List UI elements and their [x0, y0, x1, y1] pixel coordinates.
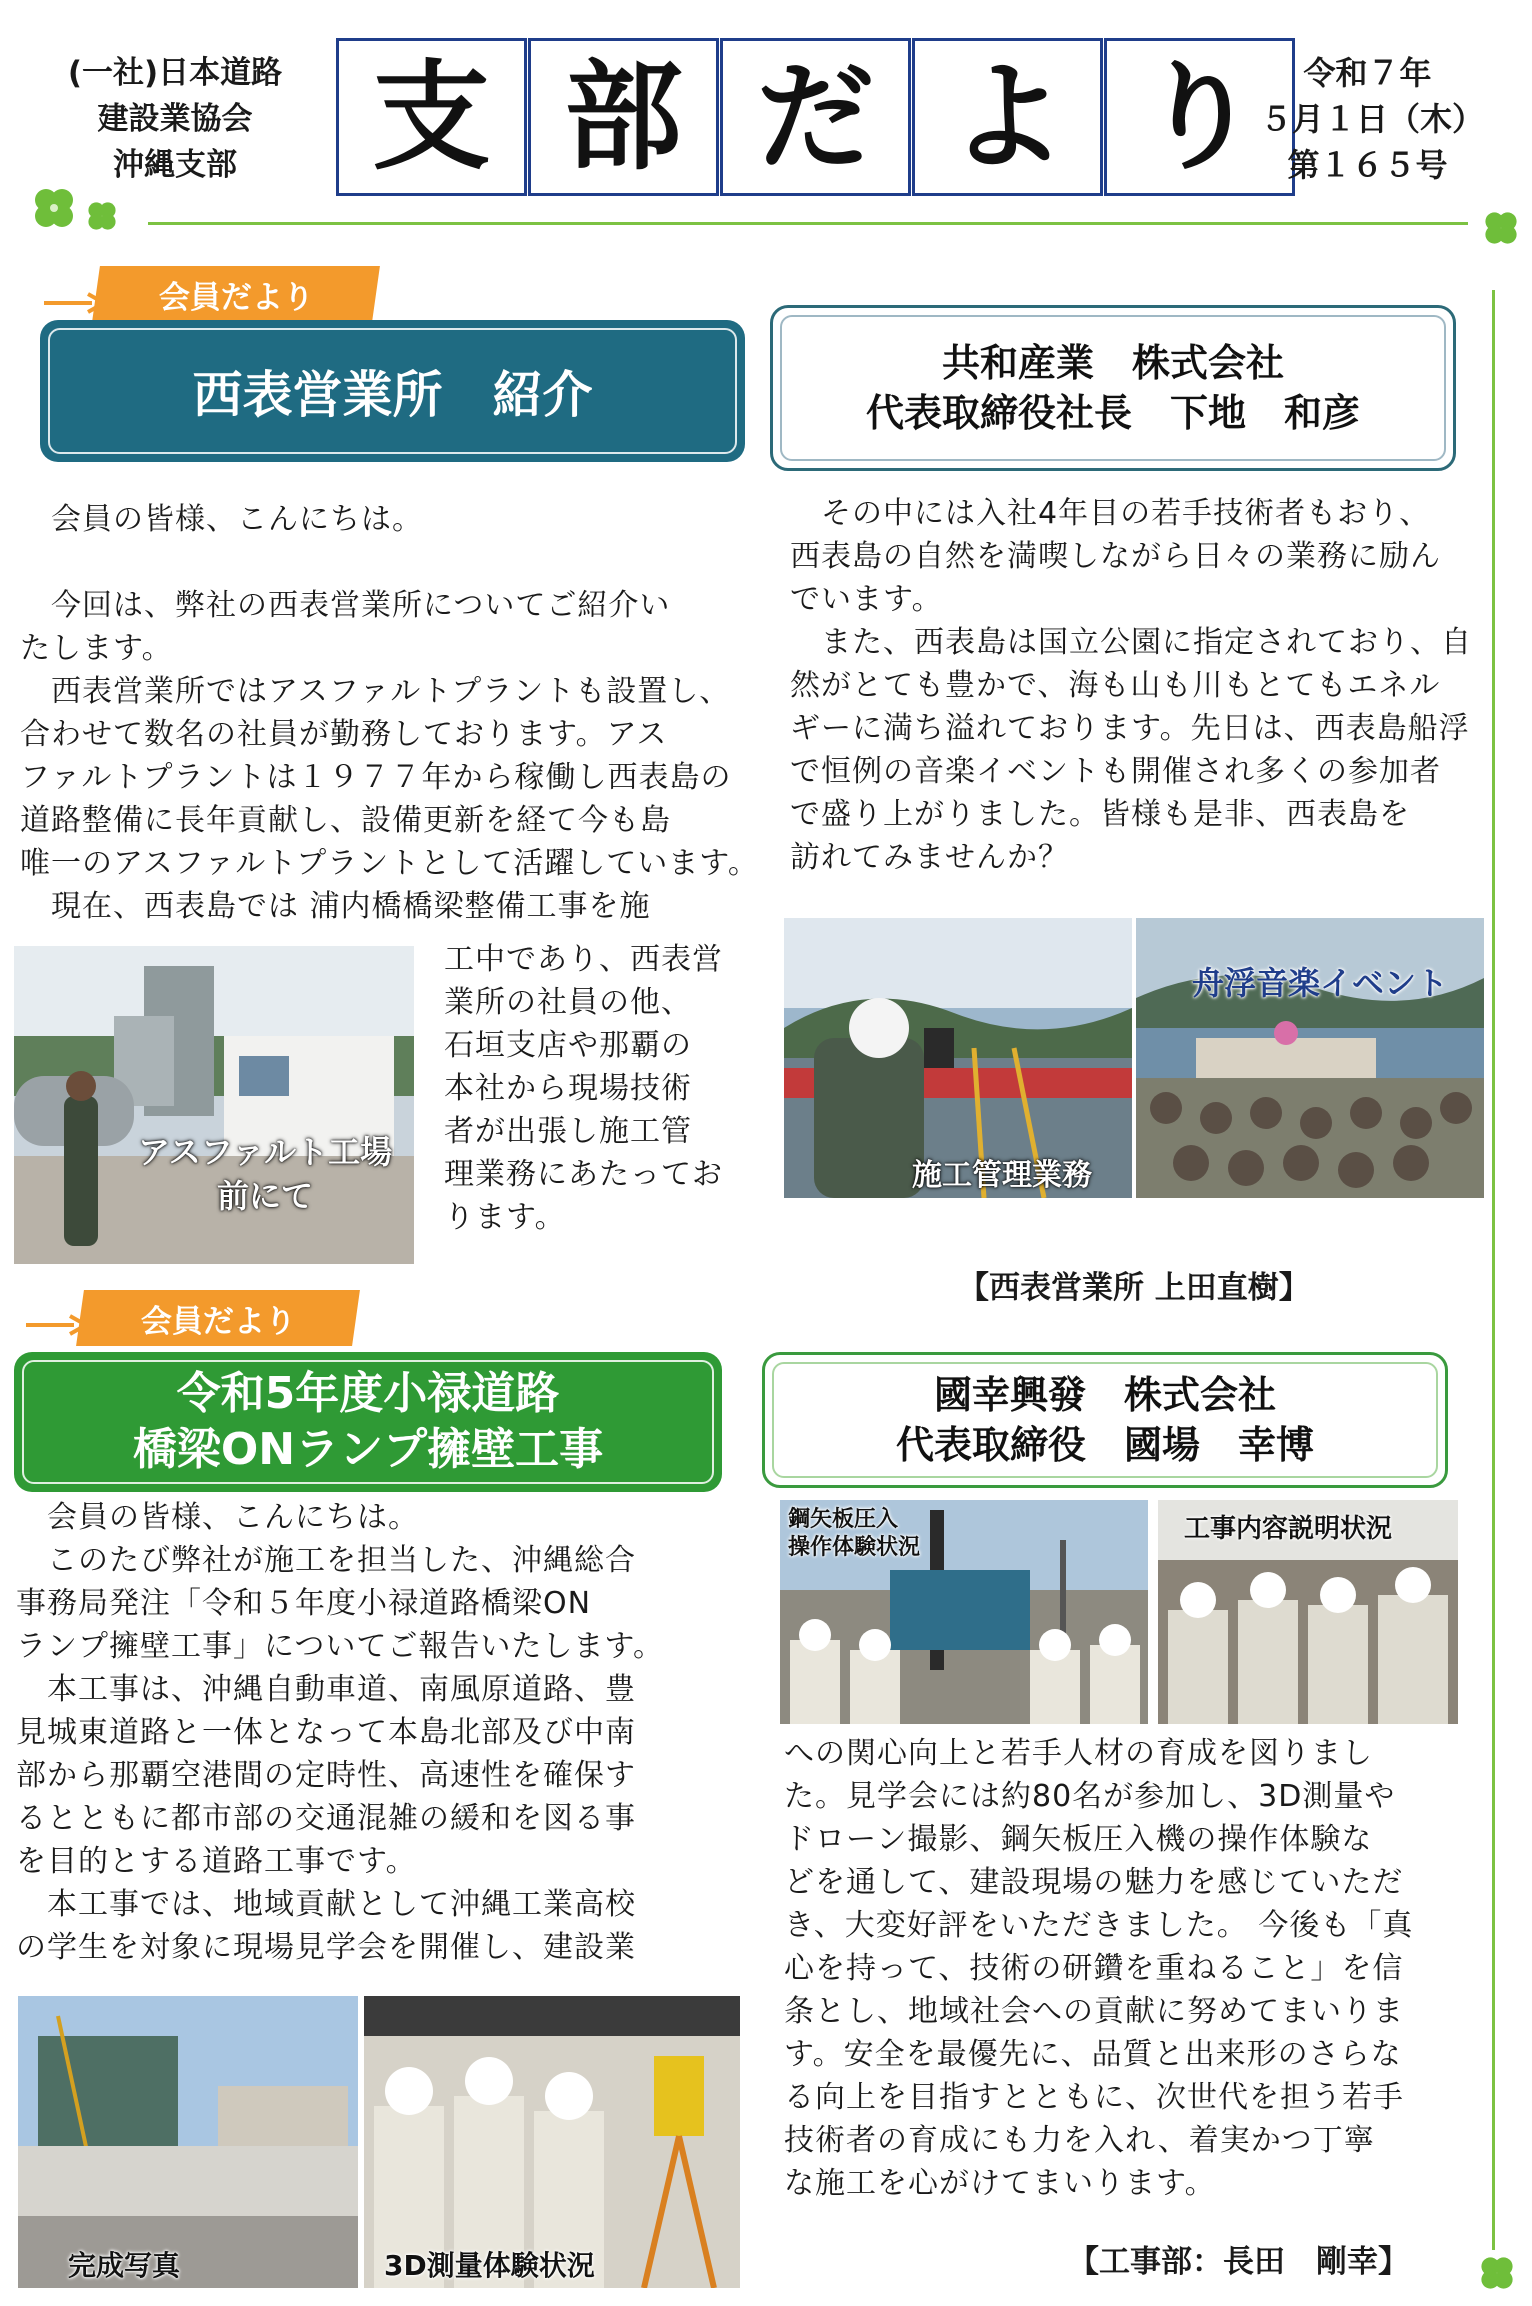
- text-line: 合わせて数名の社員が勤務しております。アス: [20, 717, 668, 752]
- text-line: す。安全を最優先に、品質と出来形のさらな: [784, 2037, 1402, 2072]
- company-representative: 代表取締役 國場 幸博: [895, 1423, 1314, 1467]
- text-line: な施工を心がけてまいります。: [784, 2166, 1216, 2201]
- article-text-wrap: [444, 938, 754, 1239]
- photo-caption: 施工管理業務: [912, 1158, 1092, 1193]
- text-line: ドローン撮影、鋼矢板圧入機の操作体験な: [784, 1822, 1373, 1857]
- text-line: 会員の皆様、こんにちは。: [16, 1500, 419, 1535]
- text-line: 理業務にあたってお: [444, 1157, 723, 1192]
- photo-3d-survey: [364, 1996, 740, 2288]
- article-text-left: [16, 1496, 736, 1969]
- text-line: 業所の社員の他、: [444, 985, 692, 1020]
- section-banner: [14, 1352, 722, 1492]
- company-name: 國幸興發 株式会社: [933, 1373, 1276, 1417]
- text-line: で盛り上がりました。皆様も是非、西表島を: [790, 797, 1410, 832]
- section-title: 西表営業所 紹介: [192, 366, 593, 424]
- text-line: 部から那覇空港間の定時性、高速性を確保す: [16, 1758, 636, 1793]
- text-line: を目的とする道路工事です。: [16, 1844, 417, 1879]
- article-text-right: [784, 1732, 1474, 2205]
- company-box: [762, 1352, 1448, 1488]
- text-line: 訪れてみませんか？: [790, 840, 1069, 875]
- text-line: るとともに都市部の交通混雑の緩和を図る事: [16, 1801, 636, 1836]
- byline: 【工事部：長田 剛幸】: [1068, 2244, 1409, 2280]
- side-divider: [1492, 290, 1495, 2250]
- photo-music-event: [1136, 918, 1484, 1198]
- text-line: の学生を対象に現場見学会を開催し、建設業: [16, 1930, 636, 1965]
- text-line: 道路整備に長年貢献し、設備更新を経て今も島: [20, 803, 671, 838]
- article-text-left: [20, 498, 760, 928]
- text-line: でいます。: [790, 582, 943, 617]
- text-line: ります。: [444, 1200, 566, 1235]
- text-line: どを通して、建設現場の魅力を感じていただ: [784, 1865, 1404, 1900]
- section-tag-label: 会員だより: [158, 279, 314, 316]
- text-line: 石垣支店や那覇の: [444, 1028, 692, 1063]
- org-line-2: 建設業協会: [97, 101, 253, 137]
- text-line: このたび弊社が施工を担当した、沖縄総合: [16, 1543, 636, 1578]
- text-line: 者が出張し施工管: [444, 1114, 692, 1149]
- text-line: た。見学会には約80名が参加し、3D測量や: [784, 1779, 1396, 1814]
- text-line: また、西表島は国立公園に指定されており、自: [790, 625, 1472, 660]
- photo-construction-management: [784, 918, 1132, 1198]
- photo-asphalt-plant: [14, 946, 414, 1264]
- text-line: 本工事は、沖縄自動車道、南風原道路、豊: [16, 1672, 636, 1707]
- title-char-1: 支: [336, 38, 527, 196]
- text-line: [20, 541, 760, 584]
- clover-icon: [26, 180, 82, 236]
- photo-completion: [18, 1996, 358, 2288]
- title-char-2: 部: [528, 38, 719, 196]
- clover-small-icon: [82, 196, 122, 236]
- photo-work-explanation: [1158, 1500, 1458, 1724]
- text-line: への関心向上と若手人材の育成を図りまし: [784, 1736, 1373, 1771]
- org-line-1: (一社)日本道路: [67, 55, 283, 91]
- text-line: 西表島の自然を満喫しながら日々の業務に励ん: [790, 539, 1441, 574]
- text-line: 唯一のアスファルトプラントとして活躍しています。: [20, 846, 759, 881]
- company-name: 共和産業 株式会社: [941, 341, 1284, 385]
- photo-sheet-pile-operation: [780, 1500, 1148, 1724]
- clover-icon: [1478, 205, 1524, 251]
- title-char-4: よ: [912, 38, 1103, 196]
- text-line: 現在、西表島では 浦内橋橋梁整備工事を施: [20, 889, 651, 924]
- photo-caption: 完成写真: [68, 2249, 181, 2282]
- text-line: 本社から現場技術: [444, 1071, 692, 1106]
- text-line: で恒例の音楽イベントも開催され多くの参加者: [790, 754, 1441, 789]
- issue-number: 第１６５号: [1287, 146, 1448, 184]
- text-line: その中には入社4年目の若手技術者もおり、: [790, 496, 1431, 531]
- issue-info: [1260, 50, 1485, 188]
- text-line: ファルトプラントは１９７７年から稼働し西表島の: [20, 760, 732, 795]
- title-char-5: り: [1104, 38, 1295, 196]
- photo-caption: 鋼矢板圧入: [788, 1507, 899, 1532]
- text-line: ギーに満ち溢れております。先日は、西表島船浮: [790, 711, 1470, 746]
- photo-caption: アスファルト工場: [138, 1133, 393, 1171]
- byline: 【西表営業所 上田直樹】: [958, 1270, 1310, 1306]
- article-text-right: [790, 492, 1470, 879]
- photo-caption: 前にて: [217, 1177, 314, 1215]
- text-line: 見城東道路と一体となって本島北部及び中南: [16, 1715, 636, 1750]
- company-box: [770, 305, 1456, 471]
- section-tag-label: 会員だより: [140, 1303, 296, 1340]
- organization-name: [40, 50, 310, 188]
- text-line: 事務局発注「令和５年度小禄道路橋梁ON: [16, 1586, 592, 1621]
- header-divider: [148, 222, 1468, 225]
- clover-icon: [1474, 2250, 1520, 2296]
- text-line: 心を持って、技術の研鑽を重ねること」を信: [784, 1951, 1404, 1986]
- text-line: る向上を目指すとともに、次世代を担う若手: [784, 2080, 1404, 2115]
- photo-caption: 舟浮音楽イベント: [1192, 964, 1449, 1002]
- section-title: 令和5年度小禄道路: [176, 1368, 560, 1419]
- text-line: ランプ擁壁工事」についてご報告いたします。: [16, 1629, 664, 1664]
- text-line: 会員の皆様、こんにちは。: [20, 502, 423, 537]
- text-line: 今回は、弊社の西表営業所についてご紹介い: [20, 588, 671, 623]
- issue-era: 令和７年: [1303, 54, 1432, 92]
- text-line: 条とし、地域社会への貢献に努めてまいりま: [784, 1994, 1404, 2029]
- text-line: き、大変好評をいただきました。 今後も「真: [784, 1908, 1414, 1943]
- section-banner: [40, 320, 745, 462]
- photo-caption: 操作体験状況: [788, 1535, 921, 1560]
- photo-caption: 工事内容説明状況: [1184, 1514, 1393, 1544]
- text-line: 然がとても豊かで、海も山も川もとてもエネル: [790, 668, 1441, 703]
- text-line: 技術者の育成にも力を入れ、着実かつ丁寧: [784, 2123, 1375, 2158]
- text-line: たします。: [20, 631, 173, 666]
- section-title: 橋梁ONランプ擁壁工事: [132, 1424, 604, 1475]
- section-tag: [92, 266, 380, 322]
- issue-date: ５月１日（木）: [1260, 100, 1485, 138]
- org-line-3: 沖縄支部: [113, 147, 237, 183]
- company-representative: 代表取締役社長 下地 和彦: [865, 391, 1360, 435]
- section-tag: [76, 1290, 360, 1346]
- text-line: 本工事では、地域貢献として沖縄工業高校: [16, 1887, 636, 1922]
- title-char-3: だ: [720, 38, 911, 196]
- text-line: 西表営業所ではアスファルトプラントも設置し、: [20, 674, 731, 709]
- photo-caption: 3D測量体験状況: [384, 2249, 595, 2282]
- text-line: 工中であり、西表営: [444, 942, 723, 977]
